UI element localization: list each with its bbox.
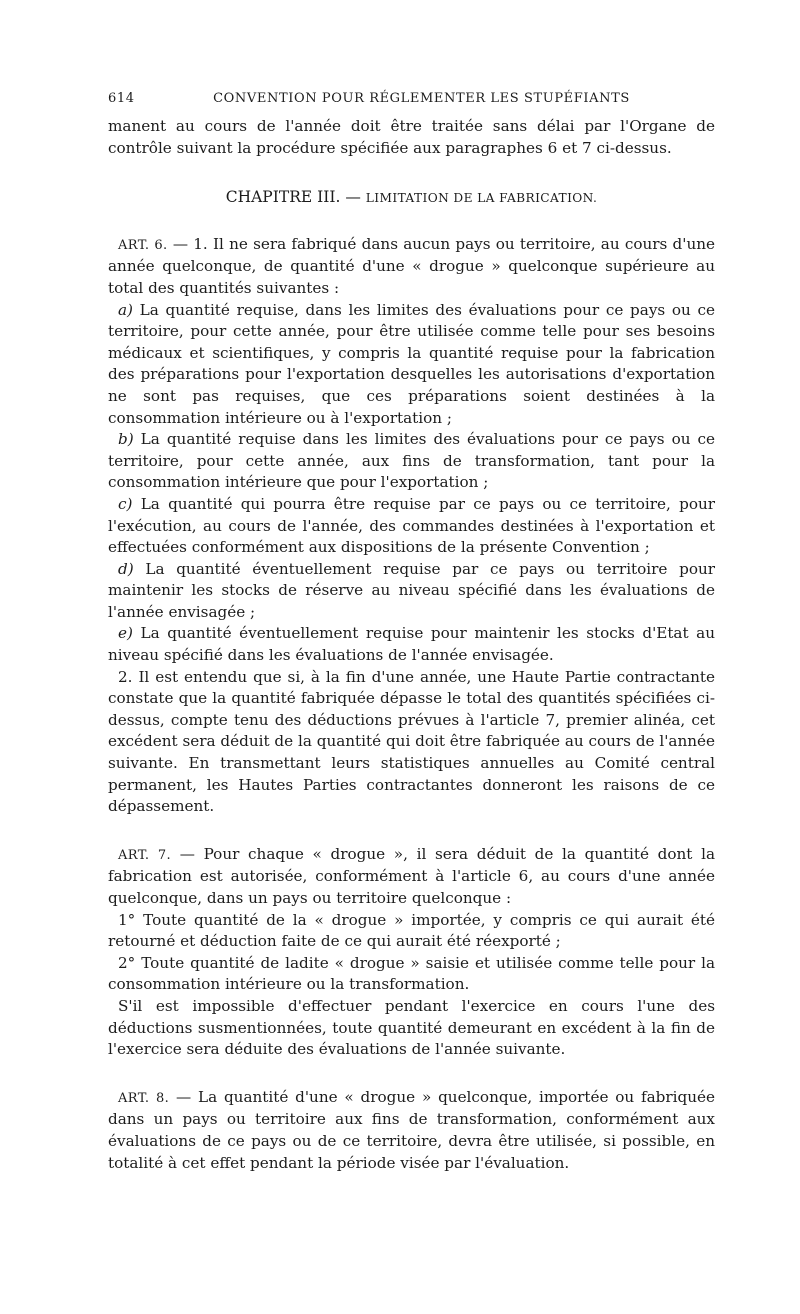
art6-c-text: La quantité qui pourra être requise par ce pays ou ce territoire, pour l'exécution, au cours de l'année, des commandes destinées à l'exportation et effectuées conformément aux dispositions de la présente Convention ; [108, 494, 716, 557]
art8-dash: — [169, 1087, 198, 1106]
chapter-heading [108, 187, 715, 210]
art6-p1-text: Il ne sera fabriqué dans aucun pays ou territoire, au cours d'une année quelconque, de quantité d'une « drogue » quelconque supérieure au total des quantités suivantes : [108, 234, 716, 297]
continuation-paragraph: manent au cours de l'année doit être traitée sans délai par l'Organe de contrôle suivant la procédure spécifiée aux paragraphes 6 et 7 ci-dessus. [108, 117, 715, 157]
chapter-title: LIMITATION DE LA FABRICATION. [365, 191, 598, 206]
art6-c-letter: c) [118, 494, 133, 513]
document-page [108, 86, 715, 1174]
art8-label: ART. 8. [118, 1090, 170, 1106]
chapter-dash: — [340, 188, 366, 207]
art6-b-letter: b) [118, 430, 134, 449]
art7-item1-text: Toute quantité de la « drogue » importée, y compris ce qui aurait été retourné et déduction faite de ce qui aurait été réexporté ; [108, 910, 715, 951]
art6-d-letter: d) [118, 559, 134, 578]
art6-b-text: La quantité requise dans les limites des évaluations pour ce pays ou ce territoire, pour cette année, aux fins de transformation, tant pour la consommation intérieure que pour l'exportation ; [108, 430, 715, 492]
art7-item1-number: 1° [118, 910, 136, 929]
art6-e-letter: e) [118, 624, 133, 643]
art6-dash: — [167, 234, 194, 253]
art6-paragraph-2 [108, 667, 715, 818]
art6-paragraph-1 [108, 234, 715, 300]
article-7 [108, 844, 715, 1061]
art6-item-d [108, 559, 715, 624]
art6-p1-number: 1. [193, 234, 208, 253]
art6-d-text: La quantité éventuellement requise par ce pays ou territoire pour maintenir les stocks de réserve au niveau spécifié dans les évaluations de l'année envisagée ; [108, 559, 715, 621]
art7-item2-number: 2° [118, 953, 136, 972]
art6-item-b [108, 429, 715, 494]
art6-item-e [108, 623, 715, 666]
art6-e-text: La quantité éventuellement requise pour maintenir les stocks d'Etat au niveau spécifié dans les évaluations de l'année envisagée. [108, 624, 715, 665]
art6-item-c [108, 494, 715, 559]
art7-intro [108, 844, 715, 910]
art7-dash: — [171, 844, 204, 863]
art7-item-1 [108, 910, 715, 953]
art7-item-2 [108, 953, 715, 996]
running-title: CONVENTION POUR RÉGLEMENTER LES STUPÉFIANTS [213, 91, 630, 106]
page-number: 614 [108, 91, 135, 106]
running-header [108, 86, 715, 108]
art6-item-a [108, 300, 715, 430]
article-8 [108, 1087, 715, 1174]
art6-label: ART. 6. [118, 237, 168, 253]
art6-p2-number: 2. [118, 667, 133, 686]
art8-text: La quantité d'une « drogue » quelconque, importée ou fabriquée dans un pays ou territoire aux fins de transformation, conformément aux évaluations de ce pays ou de ce territoire, devra être utilisée, si possible, en totalité à cet effet pendant la période visée par l'évaluation. [108, 1087, 715, 1172]
art7-closing: S'il est impossible d'effectuer pendant l'exercice en cours l'une des déductions susmentionnées, toute quantité demeurant en excédent à la fin de l'exercice sera déduite des évaluations de l'année suivante. [108, 996, 715, 1059]
art6-p2-text: Il est entendu que si, à la fin d'une année, une Haute Partie contractante constate que la quantité fabriquée dépasse le total des quantités spécifiées ci-dessus, compte tenu des déductions prévues à l'article 7, premier alinéa, cet excédent sera déduit de la quantité qui doit être fabriquée au cours de l'année suivante. En transmettant leurs statistiques annuelles au Comité central permanent, les Hautes Parties contractantes donneront les raisons de ce dépassement. [108, 667, 715, 816]
art7-item2-text: Toute quantité de ladite « drogue » saisie et utilisée comme telle pour la consommation intérieure ou la transformation. [108, 953, 716, 994]
art6-a-text: La quantité requise, dans les limites des évaluations pour ce pays ou ce territoire, pour cette année, pour être utilisée comme telle pour ses besoins médicaux et scientifiques, y compris la quantité requise pour la fabrication des préparations pour l'exportation desquelles les autorisations d'exportation ne sont pas requises, que ces préparations soient destinées à la consommation intérieure ou à l'exportation ; [108, 300, 715, 427]
chapter-number: CHAPITRE III. [225, 188, 341, 207]
art7-label: ART. 7. [118, 847, 172, 863]
article-6 [108, 234, 715, 818]
art8-paragraph [108, 1087, 715, 1174]
art7-intro-text: Pour chaque « drogue », il sera déduit de la quantité dont la fabrication est autorisée, conformément à l'article 6, au cours d'une année quelconque, dans un pays ou territoire quelconque : [108, 844, 715, 907]
art6-a-letter: a) [118, 300, 133, 319]
